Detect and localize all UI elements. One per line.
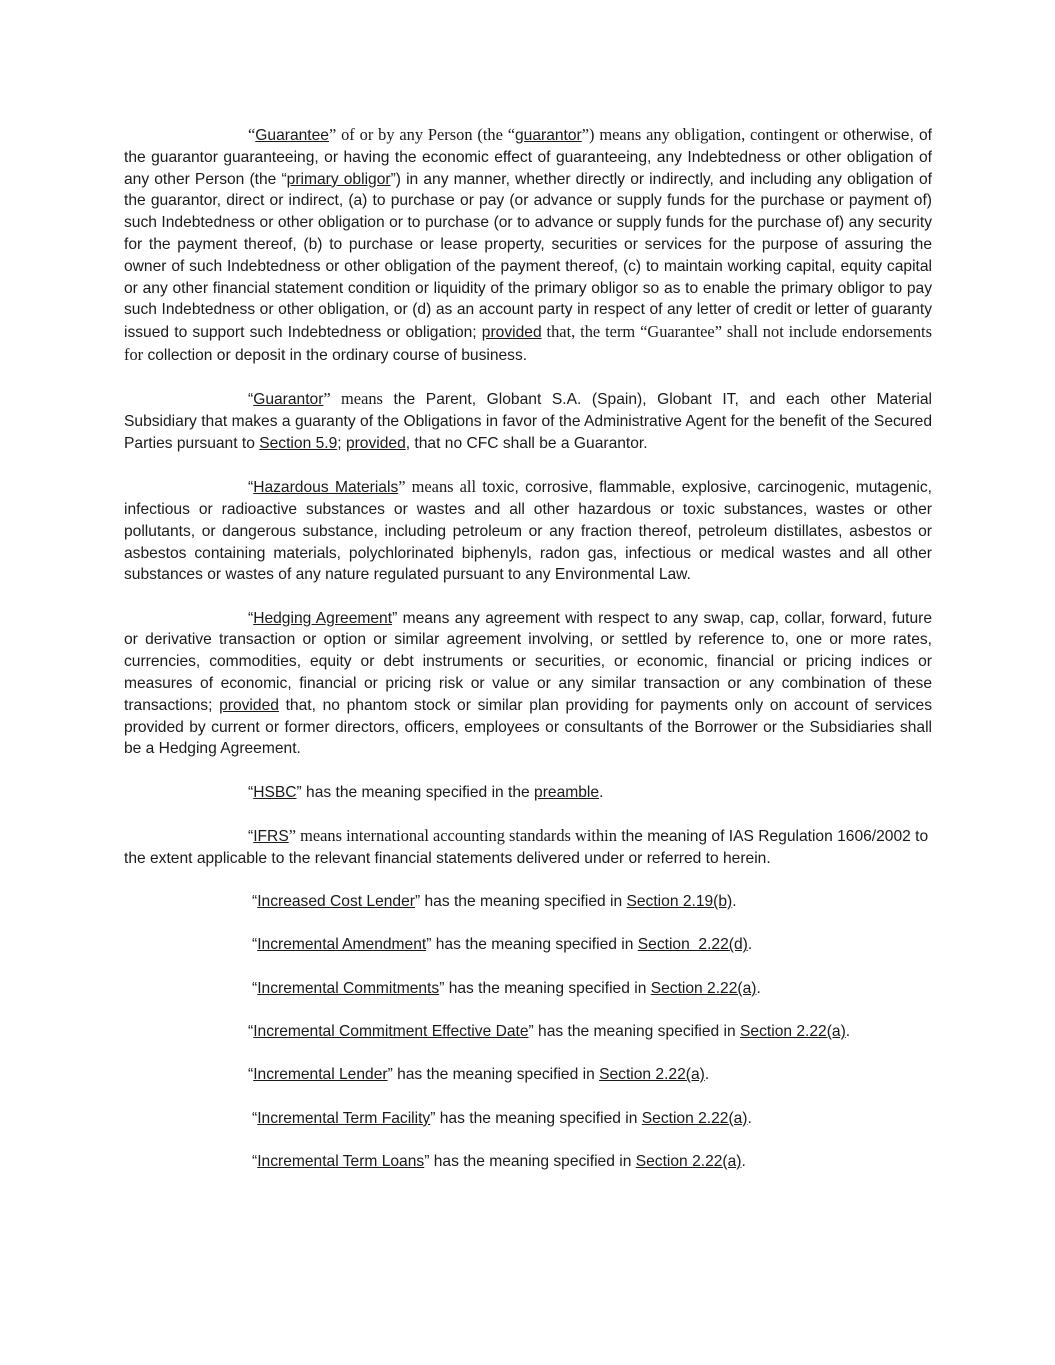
definition-text: ” means international accounting standards within <box>288 826 617 846</box>
defined-term: Guarantor <box>253 391 324 409</box>
definition-text: ”) means any obligation, contingent or <box>581 125 838 144</box>
definition-text: collection or deposit in the ordinary course of business. <box>143 346 528 364</box>
section-ref[interactable]: Section 2.22(a) <box>740 1023 846 1040</box>
document-page <box>124 124 932 1194</box>
definition-text: . <box>599 783 604 801</box>
quote-open: “ <box>248 783 254 801</box>
definition-end: . <box>732 893 737 911</box>
defined-term: HSBC <box>253 783 297 801</box>
definition-guarantor <box>124 388 932 454</box>
definition-text: ” means <box>323 389 383 409</box>
section-ref[interactable]: Section 5.9 <box>259 434 338 452</box>
proviso-ref: provided <box>219 696 279 714</box>
definition-end: . <box>741 1152 746 1170</box>
quote-open: “ <box>248 391 254 409</box>
definition-incremental-commitments <box>124 978 932 1000</box>
definition-end: . <box>845 1023 851 1040</box>
quote-open: “ <box>248 1023 254 1040</box>
defined-term: Incremental Term Loans <box>257 1152 425 1170</box>
defined-term: IFRS <box>253 828 289 846</box>
definition-hsbc <box>124 782 932 804</box>
defined-term-ref: primary obligor <box>286 170 391 188</box>
quote-open: “ <box>252 1109 258 1127</box>
defined-term: Incremental Lender <box>253 1066 388 1084</box>
definition-incremental-commitment-effective-date <box>124 1021 932 1043</box>
defined-term: Hedging Agreement <box>253 609 393 627</box>
definition-end: . <box>747 1109 752 1127</box>
definition-text: ” has the meaning specified in <box>430 1109 642 1127</box>
section-ref[interactable]: Section 2.22(a) <box>650 979 757 997</box>
definition-text: ”) in any manner, whether directly or indirectly, and including any obligation of the guarantor, direct or indirect, (a) to purchase or pay (or advance or supply funds for the purchase or payment of) such Indebtedness or other obligation or to purchase (or to advance or supply funds for the purchase of) any security for the payment thereof, (b) to purchase or lease property, securities or services for the purpose of assuring the owner of such Indebtedness or other obligation of the payment thereof, (c) to maintain working capital, equity capital or any other financial statement condition or liquidity of the primary obligor so as to enable the primary obligor to pay such Indebtedness or other obligation, or (d) as an account party in respect of any letter of credit or letter of guaranty issued to support such Indebtedness or obligation; <box>124 170 932 342</box>
definition-guarantee <box>124 124 932 367</box>
defined-term: Guarantee <box>255 127 329 144</box>
quote-open: “ <box>248 125 256 144</box>
definition-text: ” of or by any Person (the “ <box>328 125 515 144</box>
quote-open: “ <box>252 979 258 997</box>
definition-end: . <box>747 936 753 954</box>
definition-hazardous-materials <box>124 476 932 586</box>
definition-incremental-term-loans <box>124 1151 932 1173</box>
definition-incremental-lender <box>124 1064 932 1086</box>
section-ref[interactable]: Section 2.22(a) <box>641 1109 748 1127</box>
section-ref[interactable]: Section 2.22(a) <box>635 1152 742 1170</box>
definition-text: , that no CFC shall be a Guarantor. <box>405 434 648 452</box>
definition-end: . <box>704 1066 710 1084</box>
defined-term: Incremental Term Facility <box>257 1109 431 1127</box>
definition-text: toxic, corrosive, flammable, explosive, carcinogenic, mutagenic, infectious or radioactive substances or wastes and all other hazardous or toxic substances, wastes or other pollutants, or dangerous substance, including petroleum or any fraction thereof, petroleum distillates, asbestos or asbestos containing materials, polychlorinated biphenyls, radon gas, infectious or medical wastes and all other substances or wastes of any nature regulated pursuant to any Environmental Law. <box>124 479 932 584</box>
defined-term: Incremental Amendment <box>257 936 427 954</box>
definition-text: ” means all <box>398 477 477 497</box>
definition-text: ; <box>337 434 346 452</box>
definition-text: ” has the meaning specified in <box>387 1066 600 1084</box>
quote-open: “ <box>248 828 254 846</box>
defined-term-ref: guarantor <box>515 127 582 144</box>
quote-open: “ <box>252 893 258 911</box>
definition-text: ” has the meaning specified in the <box>296 783 535 801</box>
definition-text: that, no phantom stock or similar plan providing for payments only on account of services provided by current or former directors, officers, employees or consultants of the Borrower or the Subsidiaries shall be a Hedging Agreement. <box>124 696 932 758</box>
section-ref[interactable]: preamble <box>534 783 600 801</box>
definition-incremental-amendment <box>124 934 932 956</box>
definition-hedging-agreement <box>124 608 932 761</box>
definition-text: the meaning of IAS Regulation 1606/2002 to the extent applicable to the relevant financial statements delivered under or referred to herein. <box>124 828 929 867</box>
definition-text: ” has the meaning specified in <box>426 936 638 954</box>
proviso-ref: provided <box>481 324 542 342</box>
proviso-ref: provided <box>345 434 406 452</box>
quote-open: “ <box>252 1152 258 1170</box>
section-ref[interactable]: Section 2.22(a) <box>599 1066 705 1084</box>
quote-open: “ <box>248 609 254 627</box>
definition-text: the Parent, Globant S.A. (Spain), Globant IT, and each other Material Subsidiary that makes a guaranty of the Obligations in favor of the Administrative Agent for the benefit of the Secured Parties pursuant to <box>124 391 932 452</box>
quote-open: “ <box>248 1066 254 1084</box>
definition-end: . <box>756 979 761 997</box>
definition-text: ” has the meaning specified in <box>424 1152 636 1170</box>
definition-incremental-term-facility <box>124 1108 932 1130</box>
defined-term: Hazardous Materials <box>253 479 399 497</box>
definition-text: ” has the meaning specified in <box>528 1023 741 1040</box>
definition-ifrs <box>124 825 932 870</box>
defined-term: Incremental Commitment Effective Date <box>253 1023 529 1040</box>
quote-open: “ <box>252 936 258 954</box>
definition-text: that, the term “Guarantee” shall not include endorsements for <box>124 322 932 364</box>
definition-increased-cost-lender <box>124 891 932 913</box>
quote-open: “ <box>248 479 254 497</box>
section-ref[interactable]: Section 2.19(b) <box>626 893 733 911</box>
definition-text: ” means any agreement with respect to any swap, cap, collar, forward, future or derivative transaction or option or similar agreement involving, or settled by reference to, one or more rates, currencies, commodities, equity or debt instruments or securities, or economic, financial or pricing indices or measures of economic, financial or pricing risk or value or any similar transaction or any combination of these transactions; <box>124 609 933 714</box>
definition-text: otherwise, of the guarantor guaranteeing, or having the economic effect of guaranteeing, any Indebtedness or other obligation of any other Person (the “ <box>124 127 932 188</box>
defined-term: Incremental Commitments <box>257 979 440 997</box>
section-ref[interactable]: Section 2.22(d) <box>637 936 748 954</box>
definition-text: ” has the meaning specified in <box>414 893 627 911</box>
defined-term: Increased Cost Lender <box>257 893 415 911</box>
definition-text: ” has the meaning specified in <box>439 979 651 997</box>
